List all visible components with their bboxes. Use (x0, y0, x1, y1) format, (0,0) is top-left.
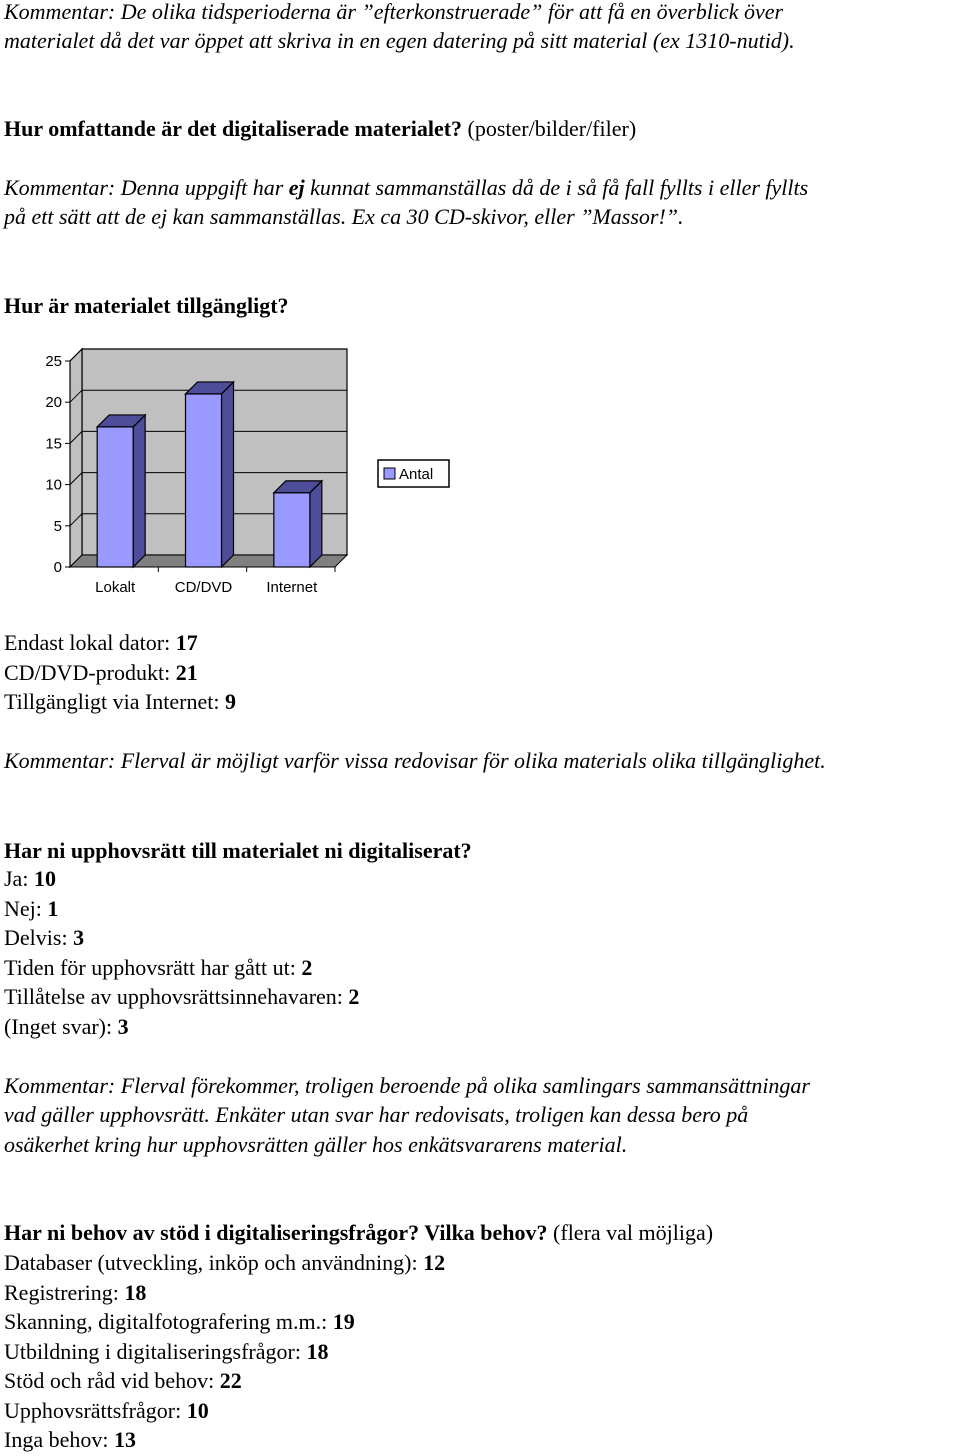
copyright-answer-label: Ja: (4, 866, 34, 891)
support-answer-label: Stöd och råd vid behov: (4, 1368, 220, 1393)
chart-y-tick-label: 5 (53, 517, 62, 535)
chart-bar (274, 493, 310, 567)
extent-comment-c: kunnat sammanställas då de i så få fall fyllts i eller fyllts (304, 175, 809, 200)
chart-legend-swatch (384, 468, 395, 479)
chart-y-tick-label: 25 (45, 353, 62, 370)
copyright-comment-line-2: vad gäller upphovsrätt. Enkäter utan svar har redovisats, troligen kan dessa bero på (4, 1102, 749, 1127)
support-answer (4, 1248, 445, 1278)
access-chart (0, 340, 520, 610)
copyright-answer-label: Delvis: (4, 925, 74, 950)
access-answer-value: 21 (175, 659, 198, 685)
support-answer-label: Utbildning i digitaliseringsfrågor: (4, 1338, 307, 1364)
support-answer (4, 1337, 328, 1367)
support-answer-label: Skanning, digitalfotografering m.m.: (4, 1309, 333, 1334)
copyright-answer (4, 894, 58, 924)
extent-question (4, 114, 636, 144)
copyright-answer-label: Tiden för upphovsrätt har gått ut: (4, 954, 302, 980)
intro-comment-line-2: materialet då det var öppet att skriva in en egen datering på sitt material (ex 1310-nutid). (4, 28, 795, 53)
support-answer (4, 1396, 209, 1426)
extent-comment-line-2: på ett sätt att de ej kan sammanställas. Ex ca 30 CD-skivor, eller ”Massor!”. (4, 204, 684, 229)
chart-legend-label: Antal (399, 466, 434, 483)
copyright-answer-value: 2 (348, 984, 360, 1009)
chart-x-tick-label: Lokalt (95, 579, 136, 596)
support-answer-label: Databaser (utveckling, inköp och användning): (4, 1250, 424, 1275)
chart-y-tick-label: 10 (45, 476, 62, 494)
support-answer-label: Upphovsrättsfrågor: (4, 1397, 187, 1423)
access-answer (4, 687, 236, 717)
access-answer-label: Endast lokal dator: (4, 630, 176, 655)
support-answer-value: 22 (219, 1368, 242, 1393)
access-answer (4, 628, 198, 658)
chart-bar-side (133, 415, 145, 567)
chart-bar-side (222, 382, 234, 567)
support-answer-value: 19 (332, 1309, 355, 1334)
access-answer-label: Tillgängligt via Internet: (4, 689, 225, 714)
extent-comment-a: Kommentar: Denna uppgift har (4, 175, 289, 200)
access-question: Hur är materialet tillgängligt? (4, 293, 289, 318)
support-answer-label: Inga behov: (4, 1427, 114, 1452)
copyright-answer-value: 2 (301, 954, 313, 980)
access-answer-value: 17 (175, 630, 198, 655)
copyright-answer-label: (Inget svar): (4, 1013, 118, 1039)
copyright-answer (4, 923, 84, 953)
chart-y-tick-label: 20 (45, 394, 62, 412)
support-answer (4, 1307, 355, 1337)
access-answer-value: 9 (225, 689, 236, 714)
chart-y-tick-label: 15 (45, 435, 62, 453)
support-answer-value: 12 (423, 1250, 446, 1275)
chart-bar-side (310, 481, 322, 567)
copyright-answer-value: 1 (47, 895, 59, 921)
copyright-answer (4, 953, 312, 983)
support-answer-label: Registrering: (4, 1279, 125, 1305)
support-answer (4, 1366, 242, 1396)
support-answer-value: 18 (124, 1279, 147, 1305)
copyright-answer-label: Nej: (4, 895, 48, 921)
copyright-answer-value: 3 (73, 925, 85, 950)
copyright-question: Har ni upphovsrätt till materialet ni digitaliserat? (4, 838, 472, 863)
copyright-answer-label: Tillåtelse av upphovsrättsinnehavaren: (4, 984, 349, 1009)
support-answer (4, 1278, 146, 1308)
intro-comment-line-1: Kommentar: De olika tidsperioderna är ”efterkonstruerade” för att få en överblick över (4, 0, 784, 24)
support-question-text: Har ni behov av stöd i digitaliseringsfrågor? Vilka behov? (4, 1220, 548, 1245)
copyright-answer (4, 982, 359, 1012)
chart-x-tick-label: Internet (266, 579, 318, 596)
extent-comment-emphasis: ej (288, 175, 305, 200)
copyright-answer-value: 3 (117, 1013, 129, 1039)
support-answer-value: 13 (113, 1427, 136, 1452)
copyright-answer-value: 10 (33, 866, 56, 891)
extent-comment-line-1 (4, 173, 808, 203)
support-answer-value: 18 (306, 1338, 329, 1364)
copyright-comment-line-1: Kommentar: Flerval förekommer, troligen beroende på olika samlingars sammansättningar (4, 1073, 810, 1098)
copyright-comment-line-3: osäkerhet kring hur upphovsrätten gäller hos enkätsvararens material. (4, 1132, 628, 1157)
extent-question-hint: (poster/bilder/filer) (462, 116, 637, 141)
support-answer-value: 10 (186, 1397, 209, 1423)
support-answer (4, 1425, 136, 1455)
chart-x-tick-label: CD/DVD (174, 579, 233, 596)
extent-question-text: Hur omfattande är det digitaliserade materialet? (4, 116, 463, 141)
chart-side-wall (70, 349, 82, 567)
access-comment: Kommentar: Flerval är möjligt varför vissa redovisar för olika materials olika tillgänglighet. (4, 748, 826, 773)
chart-y-tick-label: 0 (53, 559, 62, 576)
support-question-hint: (flera val möjliga) (547, 1220, 714, 1245)
copyright-answer (4, 1012, 129, 1042)
support-question (4, 1218, 713, 1248)
chart-bar (186, 394, 222, 567)
access-answer-label: CD/DVD-produkt: (4, 659, 176, 685)
copyright-answer (4, 864, 56, 894)
access-answer (4, 658, 198, 688)
chart-bar (97, 427, 133, 567)
